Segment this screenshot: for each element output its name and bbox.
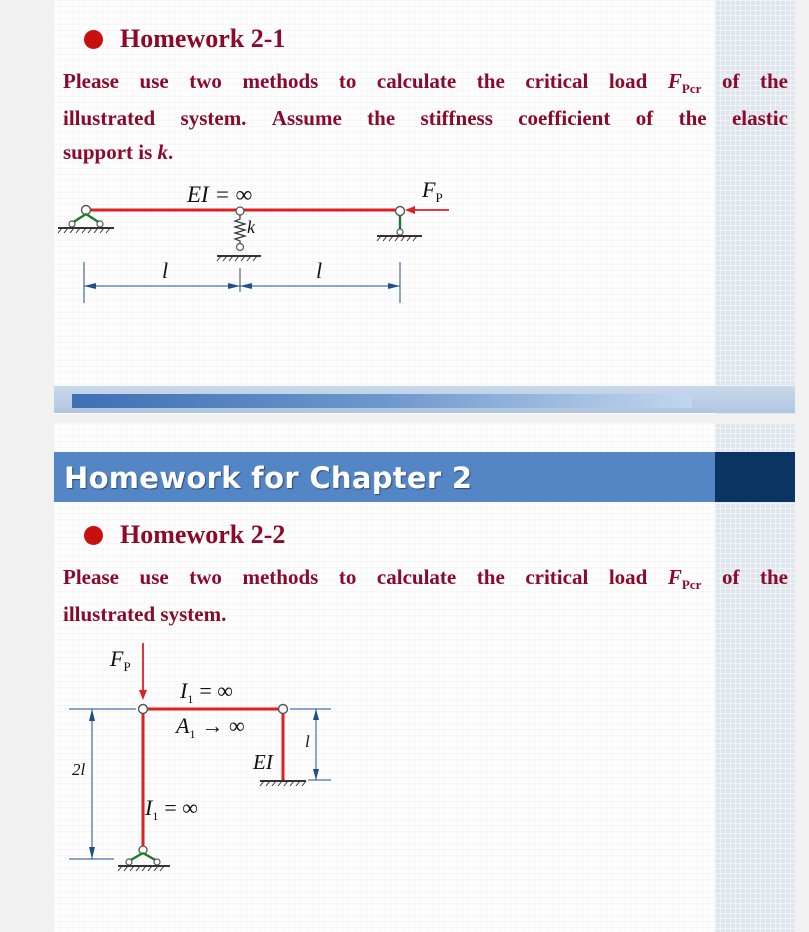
dimension-height-l (290, 709, 331, 780)
heading-homework-2-2 (84, 520, 285, 550)
fixed-support-right (260, 781, 306, 786)
label-load-fp: $F_P$ (422, 177, 443, 205)
label-height-2l: 2l (72, 760, 86, 779)
slide-homework-2-1 (54, 0, 795, 414)
stiffness-symbol-k: k (157, 140, 169, 164)
hinge-left (139, 705, 148, 714)
beam-diagram-2-1 (54, 170, 454, 320)
frame-diagram-2-2 (54, 643, 354, 873)
label-beam-i1: $I_1$ = ∞ (180, 678, 233, 706)
chapter-title: Homework for Chapter 2 (64, 461, 473, 495)
label-column-i1: $I_1$ = ∞ (145, 795, 198, 823)
label-span-right: l (316, 258, 323, 283)
bullet-icon (84, 526, 103, 545)
slide-homework-2-2 (54, 423, 795, 932)
chapter-banner-accent (715, 452, 795, 502)
label-spring-k: k (247, 217, 255, 237)
problem-line-1: Please use two methods to calculate the critical load $F_{Pcr}$ of the (63, 64, 788, 101)
slide-footer-bar (54, 386, 795, 413)
problem-statement-2-1 (63, 64, 788, 169)
problem-line-1: Please use two methods to calculate the critical load $F_{Pcr}$ of the (63, 560, 788, 597)
label-load-fp: $F_P$ (110, 646, 131, 674)
label-beam-a1: $A_1$ → ∞ (176, 713, 245, 741)
label-height-l: l (305, 732, 310, 751)
label-right-column-ei: EI (253, 750, 273, 774)
bullet-icon (84, 30, 103, 49)
dimension-height-2l (69, 709, 136, 859)
heading-text: Homework 2-1 (120, 24, 286, 53)
critical-load-symbol: $F_{Pcr}$ (667, 565, 702, 592)
chapter-banner (54, 452, 795, 502)
problem-statement-2-2 (63, 560, 788, 631)
label-span-left: l (162, 258, 169, 283)
span-dimensions (84, 262, 400, 303)
problem-line-2: illustrated system. (63, 602, 227, 626)
load-arrow-fp (139, 643, 147, 700)
slide-side-strip (715, 0, 795, 414)
roller-support-right (377, 207, 422, 242)
problem-line-2: illustrated system. Assume the stiffness coefficient of the elastic (63, 106, 788, 130)
load-arrow-fp (405, 206, 449, 214)
label-ei-infinite: EI = ∞ (187, 182, 253, 207)
problem-line-3: support is k. (63, 140, 174, 164)
hinge-right (279, 705, 288, 714)
pin-support-bottom (118, 846, 170, 871)
slide-footer-gradient (72, 394, 692, 408)
heading-text: Homework 2-2 (120, 520, 286, 549)
heading-homework-2-1 (84, 24, 285, 54)
critical-load-symbol: $F_{Pcr}$ (667, 69, 702, 96)
